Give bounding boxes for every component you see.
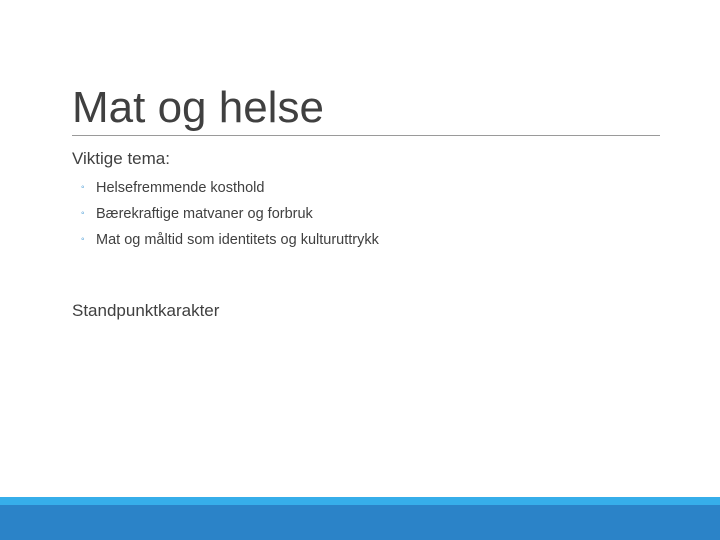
list-item-text: Mat og måltid som identitets og kulturuttrykk [96,232,379,248]
topics-list [72,175,660,253]
footer-accent-stripe [0,497,720,505]
footer-bar [0,505,720,540]
list-item [72,227,660,253]
section-heading: Standpunktkarakter [72,301,220,320]
title-divider [72,135,660,136]
bullet-circle-icon: ◦ [81,234,85,245]
bullet-circle-icon: ◦ [81,182,85,193]
bullet-circle-icon: ◦ [81,208,85,219]
list-item-text: Bærekraftige matvaner og forbruk [96,206,313,222]
list-item-text: Helsefremmende kosthold [96,180,265,196]
list-item [72,201,660,227]
topics-heading: Viktige tema: [72,149,170,168]
slide-content [72,148,660,339]
list-item [72,175,660,201]
slide-title: Mat og helse [72,83,324,132]
